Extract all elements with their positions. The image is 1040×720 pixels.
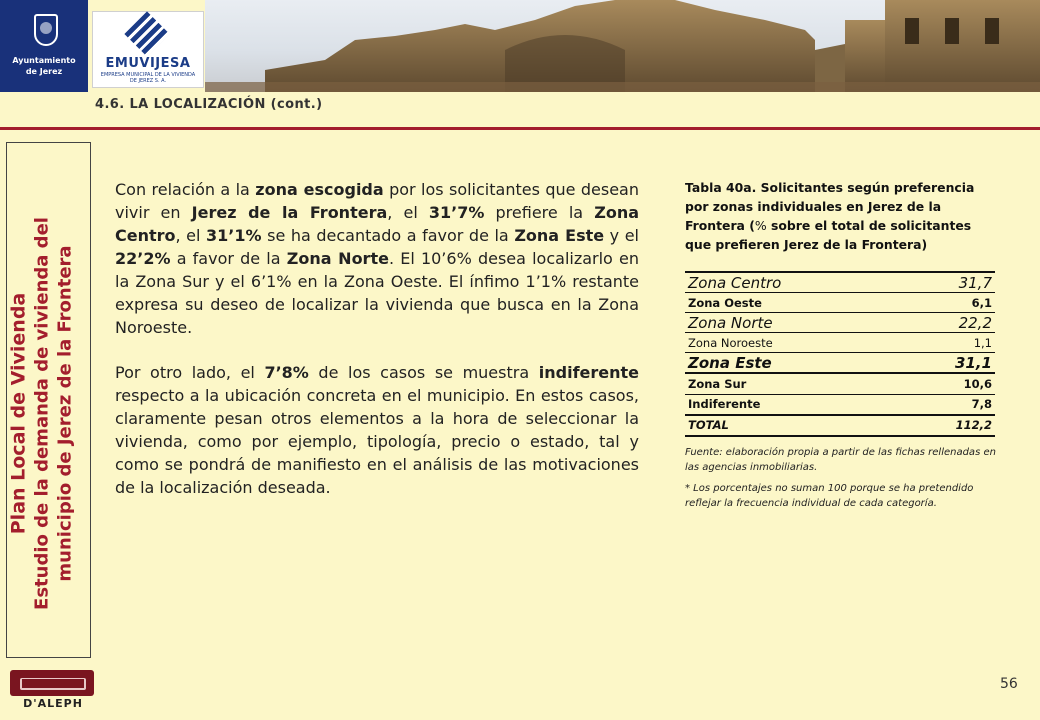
- value-cell: 1,1: [901, 333, 995, 353]
- p1-bold: Zona Norte: [286, 249, 389, 268]
- logo2-name: EMUVIJESA: [105, 56, 191, 71]
- table-row: [685, 333, 995, 353]
- table-row: [685, 293, 995, 313]
- sidebar-line3: municipio de Jerez de la Frontera: [54, 245, 76, 582]
- logo1-line1: Ayuntamiento: [12, 56, 76, 65]
- p1-text: se ha decantado a favor de la: [261, 226, 515, 245]
- table-row: [685, 373, 995, 394]
- p2-text: respecto a la ubicación concreta en el municipio. En estos casos, claramente pesan otros elementos a la hora de seleccionar la vivienda, como por ejemplo, tipología, precio o estado, tal y como se pondrá de manifiesto en el análisis de las motivaciones de la localización deseada.: [115, 386, 639, 497]
- sidebar-line1: Plan Local de Vivienda: [7, 292, 30, 535]
- header-divider: [0, 127, 1040, 130]
- logo1-line2: de Jerez: [25, 67, 63, 76]
- value-cell: 22,2: [901, 313, 995, 333]
- zone-cell: Indiferente: [685, 394, 901, 415]
- p1-bold: 31’7%: [428, 203, 485, 222]
- p1-bold: Zona Este: [514, 226, 605, 245]
- table-title-part: sobre el total de solicitantes que prefieren Jerez de la Frontera): [685, 218, 972, 252]
- table-total-row: [685, 415, 995, 436]
- emuvijesa-mark-icon: [124, 11, 169, 56]
- value-cell: 31,1: [901, 353, 995, 374]
- table-row: [685, 313, 995, 333]
- table-title-part: %: [754, 218, 767, 233]
- p1-text: prefiere la: [484, 203, 595, 222]
- logo2-subtitle: EMPRESA MUNICIPAL DE LA VIVIENDA DE JEREZ S. A.: [100, 72, 196, 84]
- zone-cell: Zona Este: [685, 353, 901, 374]
- p1-text: , el: [175, 226, 207, 245]
- value-cell: 10,6: [901, 373, 995, 394]
- zone-cell: Zona Norte: [685, 313, 901, 333]
- p1-text: y el: [604, 226, 640, 245]
- daleph-logo: [10, 670, 96, 710]
- p2-text: de los casos se muestra: [308, 363, 539, 382]
- p1-bold: zona escogida: [255, 180, 384, 199]
- zone-cell: TOTAL: [685, 415, 901, 436]
- sidebar-vertical-title: [8, 179, 77, 649]
- table-title: [685, 178, 995, 254]
- paragraph-1: [115, 178, 639, 339]
- sidebar-title-box: [6, 142, 91, 658]
- paragraph-2: [115, 361, 639, 499]
- emuvijesa-logo: [92, 11, 204, 88]
- page-number: 56: [1000, 676, 1018, 692]
- p1-text: . El 10’6% desea localizarlo en la Zona Sur y el 6’1% en la Zona Oeste. El ínfimo 1’1% restante expresa su deseo de localizar la vivienda que busca en la Zona Noroeste.: [115, 249, 640, 337]
- zone-preference-table: [685, 271, 995, 437]
- p1-text: , el: [387, 203, 429, 222]
- table-row: [685, 272, 995, 293]
- table-notes: [685, 445, 1000, 517]
- p1-bold: 22’2%: [115, 249, 171, 268]
- ayuntamiento-jerez-logo: [0, 0, 88, 92]
- zone-cell: Zona Oeste: [685, 293, 901, 313]
- p2-text: Por otro lado, el: [115, 363, 265, 382]
- source-note: Fuente: elaboración propia a partir de las fichas rellenadas en las agencias inmobiliarias.: [685, 447, 996, 473]
- zone-cell: Zona Centro: [685, 272, 901, 293]
- sidebar-line2: Estudio de la demanda de vivienda del: [31, 217, 53, 610]
- p1-text: Con relación a la: [115, 180, 256, 199]
- daleph-logo-text: D'ALEPH: [23, 697, 83, 710]
- daleph-emblem-icon: [10, 670, 94, 696]
- table-row: [685, 394, 995, 415]
- coat-of-arms-icon: [34, 14, 58, 46]
- p1-bold: Zona Centro: [115, 203, 640, 245]
- section-title: 4.6. LA LOCALIZACIÓN (cont.): [95, 97, 323, 112]
- cathedral-banner-image: [205, 0, 1040, 92]
- body-text: [115, 178, 639, 499]
- p1-text: a favor de la: [170, 249, 287, 268]
- value-cell: 112,2: [901, 415, 995, 436]
- p1-text: por los solicitantes que desean vivir en: [115, 180, 639, 222]
- zone-cell: Zona Noroeste: [685, 333, 901, 353]
- value-cell: 31,7: [901, 272, 995, 293]
- p1-bold: 31’1%: [206, 226, 262, 245]
- p2-bold: 7’8%: [264, 363, 309, 382]
- table-row: [685, 353, 995, 374]
- p1-bold: Jerez de la Frontera: [191, 203, 388, 222]
- header: [0, 0, 1040, 92]
- cathedral-silhouette: [205, 0, 1040, 92]
- value-cell: 7,8: [901, 394, 995, 415]
- value-cell: 6,1: [901, 293, 995, 313]
- zone-cell: Zona Sur: [685, 373, 901, 394]
- percentage-note: * Los porcentajes no suman 100 porque se ha pretendido reflejar la frecuencia individual de cada categoría.: [685, 483, 974, 509]
- table-title-part: Tabla 40a. Solicitantes según preferencia por zonas individuales en Jerez de la Frontera (: [685, 180, 975, 233]
- p2-bold: indiferente: [538, 363, 640, 382]
